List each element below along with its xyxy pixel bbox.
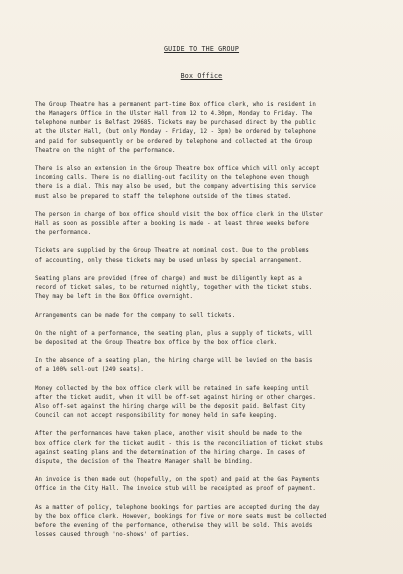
document-subtitle: [0, 72, 403, 80]
text-line: by the box office clerk. However, bookings for five or more seats must be collected: [35, 513, 327, 520]
text-line: must also be prepared to staff the telephone outside of the times stated.: [35, 193, 292, 200]
text-line: dispute, the decision of the Theatre Manager shall be binding.: [35, 458, 253, 465]
text-line: The person in charge of box office should visit the box office clerk in the Ulster: [35, 211, 323, 218]
text-line: telephone number is Belfast 29685. Tickets may be purchased direct by the public: [35, 120, 316, 127]
text-line: the performance.: [35, 230, 92, 237]
text-line: before the evening of the performance, otherwise they will be sold. This avoids: [35, 523, 313, 530]
text-line: On the night of a performance, the seating plan, plus a supply of tickets, will: [35, 330, 313, 337]
text-line: after the ticket audit, when it will be off-set against hiring or other charges.: [35, 394, 316, 401]
text-line: Also off-set against the hiring charge will be the deposit paid. Belfast City: [35, 404, 306, 411]
paragraph: [35, 312, 381, 321]
document-subtitle-text: Box Office: [180, 72, 223, 80]
paragraph: [35, 101, 381, 156]
text-line: There is also an extension in the Group Theatre box office which will only accept: [35, 166, 320, 173]
text-line: Theatre on the night of the performance.: [35, 147, 176, 154]
text-line: Money collected by the box office clerk will be retained in safe keeping until: [35, 385, 309, 392]
paragraph: [35, 504, 381, 541]
paragraph: [35, 385, 381, 422]
text-line: Council can not accept responsibility for money held in safe keeping.: [35, 413, 278, 420]
document-title: [0, 45, 403, 53]
paragraph: [35, 357, 381, 375]
text-line: The Group Theatre has a permanent part-time Box office clerk, who is resident in: [35, 102, 316, 108]
text-line: Arrangements can be made for the company to sell tickets.: [35, 312, 236, 319]
text-line: After the performances have taken place, another visit should be made to the: [35, 431, 302, 438]
text-line: They may be left in the Box Office overnight.: [35, 294, 194, 301]
text-line: be deposited at the Group Theatre box office by the box office clerk.: [35, 339, 278, 346]
text-line: of a 100% sell-out (249 seats).: [35, 367, 144, 374]
text-line: of accounting, only these tickets may be used unless by special arrangement.: [35, 257, 302, 264]
text-line: against seating plans and the determination of the hiring charge. In cases of: [35, 449, 306, 456]
document-body: [35, 101, 381, 549]
paragraph: [35, 476, 381, 494]
paragraph: [35, 165, 381, 202]
text-line: and paid for subsequently or be ordered by telephone and collected at the Group: [35, 138, 313, 145]
text-line: As a matter of policy, telephone bookings for parties are accepted during the day: [35, 504, 320, 511]
text-line: at the Ulster Hall, (but only Monday - Friday, 12 - 3pm) be ordered by telephone: [35, 129, 316, 136]
text-line: losses caused through 'no-shows' of parties.: [35, 532, 190, 539]
text-line: Office in the City Hall. The invoice stub will be receipted as proof of payment.: [35, 486, 316, 493]
text-line: Tickets are supplied by the Group Theatre at nominal cost. Due to the problems: [35, 248, 309, 255]
text-line: record of ticket sales, to be returned nightly, together with the ticket stubs.: [35, 285, 313, 292]
text-line: box office clerk for the ticket audit - this is the reconciliation of ticket stubs: [35, 440, 323, 447]
paragraph: [35, 330, 381, 348]
text-line: In the absence of a seating plan, the hiring charge will be levied on the basis: [35, 358, 313, 365]
text-line: the Managers Office in the Ulster Hall from 12 to 4.30pm, Monday to Friday. The: [35, 111, 313, 118]
document-title-text: GUIDE TO THE GROUP: [163, 45, 240, 53]
text-line: there is a dial. This may also be used, but the company advertising this service: [35, 184, 316, 191]
paragraph: [35, 275, 381, 302]
text-line: An invoice is then made out (hopefully, on the spot) and paid at the Gas Payments: [35, 477, 320, 484]
paragraph: [35, 247, 381, 265]
paragraph: [35, 430, 381, 467]
text-line: Hall as soon as possible after a booking is made - at least three weeks before: [35, 221, 309, 227]
text-line: incoming calls. There is no dialling-out facility on the telephone even though: [35, 175, 309, 182]
paragraph: [35, 211, 381, 238]
text-line: Seating plans are provided (free of charge) and must be diligently kept as a: [35, 275, 302, 282]
